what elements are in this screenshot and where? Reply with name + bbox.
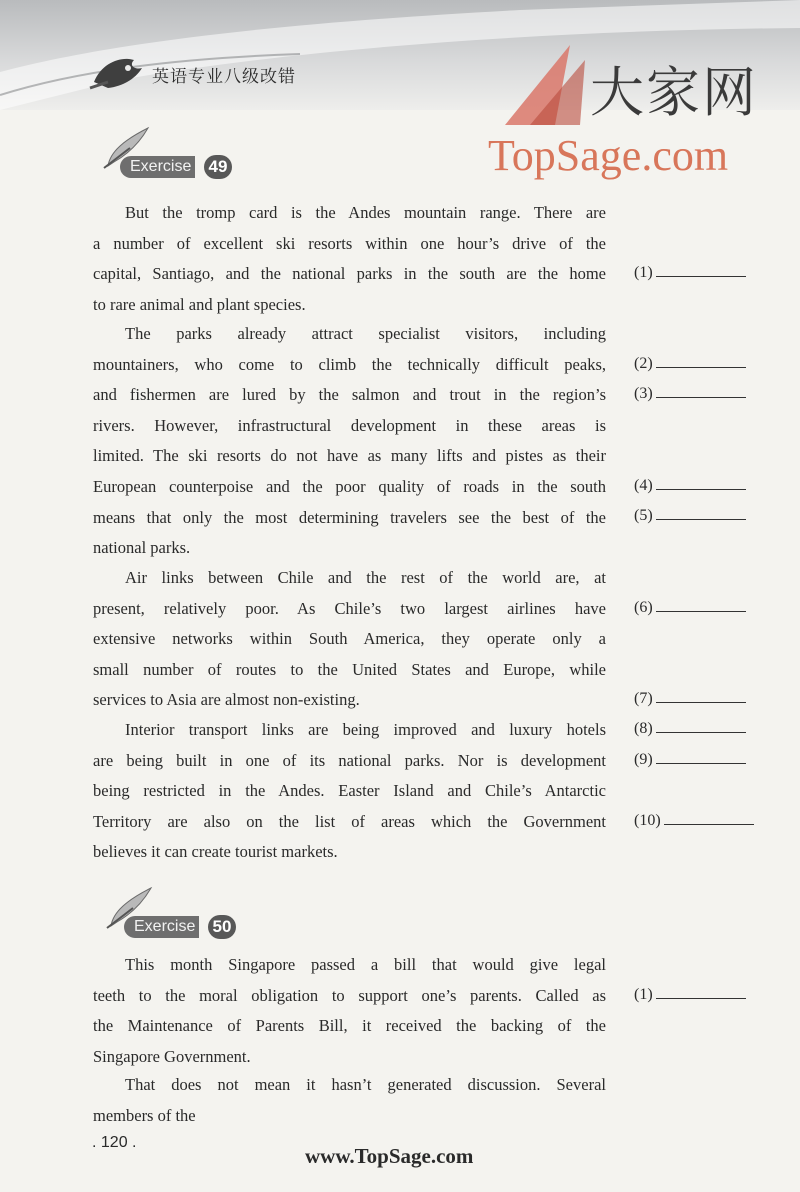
text-line: a number of excellent ski resorts within one hour’s drive of the xyxy=(93,233,606,253)
exercise-number: 50 xyxy=(208,915,236,939)
blank-number: (6) xyxy=(634,599,653,616)
text-line: But the tromp card is the Andes mountain range. There are xyxy=(125,203,606,222)
blank-number: (9) xyxy=(634,751,653,768)
watermark-english: TopSage.com xyxy=(488,131,729,180)
answer-blank[interactable] xyxy=(634,477,746,495)
text-line: services to Asia are almost non-existing. xyxy=(93,690,360,710)
blank-number: (7) xyxy=(634,690,653,707)
mascot-icon xyxy=(88,52,148,94)
text-line: teeth to the moral obligation to support one’s parents. Called as xyxy=(93,985,606,1005)
text-line: That does not mean it hasn’t generated discussion. Several xyxy=(125,1075,606,1094)
paragraph xyxy=(93,563,606,716)
site-url: www.TopSage.com xyxy=(305,1144,474,1168)
text-line: rivers. However, infrastructural development in these areas is xyxy=(93,415,606,435)
answer-blank[interactable] xyxy=(634,355,746,373)
text-line: limited. The ski resorts do not have as many lifts and pistes as their xyxy=(93,446,606,466)
text-line: This month Singapore passed a bill that would give legal xyxy=(125,955,606,974)
blank-number: (3) xyxy=(634,385,653,402)
answer-blank[interactable] xyxy=(634,720,746,738)
text-line: believes it can create tourist markets. xyxy=(93,842,338,862)
answer-blank[interactable] xyxy=(634,751,746,769)
text-line: are being built in one of its national parks. Nor is development xyxy=(93,750,606,770)
text-line: extensive networks within South America, they operate only a xyxy=(93,629,606,649)
blank-number: (1) xyxy=(634,986,653,1003)
blank-line[interactable] xyxy=(656,507,746,520)
blank-number: (2) xyxy=(634,355,653,372)
page-number: . 120 . xyxy=(92,1134,137,1151)
book-title: 英语专业八级改错 xyxy=(152,67,296,87)
text-line: mountainers, who come to climb the technically difficult peaks, xyxy=(93,354,606,374)
blank-line[interactable] xyxy=(656,355,746,368)
text-line: Interior transport links are being improved and luxury hotels xyxy=(125,720,606,739)
text-line: European counterpoise and the poor quality of roads in the south xyxy=(93,476,606,496)
exercise-label: Exercise xyxy=(120,156,195,178)
text-line: small number of routes to the United States and Europe, while xyxy=(93,659,606,679)
topsage-logo-icon xyxy=(500,40,590,130)
text-line: Territory are also on the list of areas which the Government xyxy=(93,811,606,831)
text-line: the Maintenance of Parents Bill, it received the backing of the xyxy=(93,1016,606,1036)
text-line: Singapore Government. xyxy=(93,1046,251,1066)
answer-blank[interactable] xyxy=(634,264,746,282)
blank-number: (8) xyxy=(634,720,653,737)
blank-number: (4) xyxy=(634,477,653,494)
text-line: Air links between Chile and the rest of the world are, at xyxy=(125,568,606,587)
blank-line[interactable] xyxy=(656,751,746,764)
exercise-label: Exercise xyxy=(124,916,199,938)
paragraph xyxy=(93,715,606,868)
paragraph xyxy=(93,950,606,1072)
text-line: and fishermen are lured by the salmon and trout in the region’s xyxy=(93,385,606,405)
answer-blank[interactable] xyxy=(634,507,746,525)
answer-blank[interactable] xyxy=(634,385,746,403)
blank-line[interactable] xyxy=(664,812,754,825)
text-line: members of the xyxy=(93,1105,196,1125)
text-line: means that only the most determining travelers see the best of the xyxy=(93,507,606,527)
paragraph xyxy=(93,1070,606,1131)
paragraph xyxy=(93,198,606,320)
blank-number: (5) xyxy=(634,507,653,524)
exercise-number: 49 xyxy=(204,155,232,179)
answer-blank[interactable] xyxy=(634,812,754,830)
text-line: present, relatively poor. As Chile’s two largest airlines have xyxy=(93,598,606,618)
paragraph xyxy=(93,319,606,564)
text-line: The parks already attract specialist visitors, including xyxy=(125,324,606,343)
blank-line[interactable] xyxy=(656,385,746,398)
text-line: to rare animal and plant species. xyxy=(93,294,306,314)
blank-line[interactable] xyxy=(656,477,746,490)
blank-number: (1) xyxy=(634,264,653,281)
text-line: capital, Santiago, and the national parks in the south are the home xyxy=(93,264,606,284)
blank-line[interactable] xyxy=(656,690,746,703)
blank-line[interactable] xyxy=(656,720,746,733)
text-line: being restricted in the Andes. Easter Island and Chile’s Antarctic xyxy=(93,781,606,801)
blank-line[interactable] xyxy=(656,599,746,612)
answer-blank[interactable] xyxy=(634,690,746,708)
answer-blank[interactable] xyxy=(634,986,746,1004)
watermark-chinese: 大家网 xyxy=(590,61,758,124)
blank-line[interactable] xyxy=(656,264,746,277)
blank-number: (10) xyxy=(634,812,661,829)
answer-blank[interactable] xyxy=(634,599,746,617)
text-line: national parks. xyxy=(93,538,191,558)
blank-line[interactable] xyxy=(656,986,746,999)
